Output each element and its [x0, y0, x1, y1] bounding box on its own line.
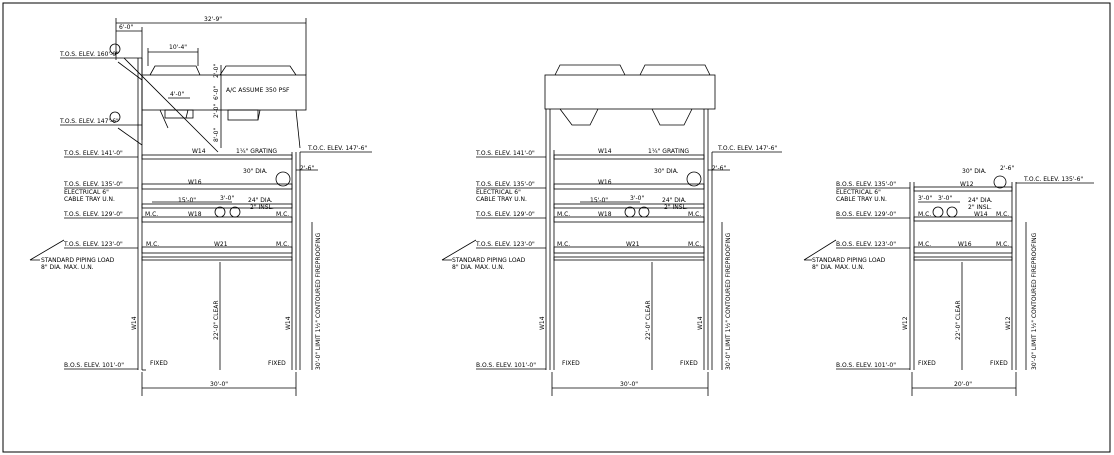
fixed3-right: FIXED: [990, 360, 1008, 367]
pipeload2-1: STANDARD PIPING LOAD: [452, 257, 526, 264]
frame-1: [30, 16, 372, 396]
fireproofing-note: 30'-0" LIMIT 1½" CONTOURED FIREPROOFING: [315, 232, 322, 370]
col-right: W14: [285, 316, 292, 330]
clear-dim: 22'-0" CLEAR: [213, 300, 220, 340]
pipe-dia-note-2: 24" DIA.: [662, 197, 687, 204]
clear-dim-3: 22'-0" CLEAR: [955, 300, 962, 340]
col-left: W14: [131, 316, 138, 330]
ac-note: A/C ASSUME 350 PSF: [226, 87, 290, 94]
elev-tos135: T.O.S. ELEV. 135'-0": [64, 181, 123, 188]
cable-note-2: CABLE TRAY U.N.: [64, 196, 115, 203]
elev-tos147: T.O.S. ELEV. 147'-6": [60, 118, 119, 125]
insl-note: 2" INSL.: [250, 204, 274, 211]
elev-tos160: T.O.S. ELEV. 160'-0": [60, 51, 119, 58]
dim-pipe-gap-2: 3'-0": [630, 195, 645, 202]
dim-pipe-spacing: 15'-0": [178, 197, 197, 204]
dim-left-bay: 6'-0": [119, 24, 134, 31]
cable2-note-2: CABLE TRAY U.N.: [476, 196, 527, 203]
v-dim-c: 2'-0": [213, 103, 220, 118]
cable3-note-2: CABLE TRAY U.N.: [836, 196, 887, 203]
beam-w14: W14: [192, 148, 206, 155]
fireproofing-note-3: 30'-0" LIMIT 1½" CONTOURED FIREPROOFING: [1031, 232, 1038, 370]
dim-pipe-spacing-2: 15'-0": [590, 197, 609, 204]
dim-pipe-gap-b: 3'-0": [938, 195, 953, 202]
elev3-bos129: B.O.S. ELEV. 129'-0": [836, 211, 896, 218]
fixed3-left: FIXED: [918, 360, 936, 367]
elev3-toc135: T.O.C. ELEV. 135'-6": [1024, 176, 1084, 183]
mc-right: M.C.: [276, 211, 290, 218]
dia30-note-2: 30" DIA.: [654, 168, 679, 175]
dim-base-2: 30'-0": [620, 381, 639, 388]
pipeload-2: 8" DIA. MAX. U.N.: [41, 264, 94, 271]
elev2-tos123: T.O.S. ELEV. 123'-0": [476, 241, 535, 248]
mc-left-6: M.C.: [918, 241, 932, 248]
cable2-note-1: ELECTRICAL 6": [476, 189, 521, 196]
pipeload-1: STANDARD PIPING LOAD: [41, 257, 115, 264]
elev2-tos135: T.O.S. ELEV. 135'-0": [476, 181, 535, 188]
frame-2: [442, 65, 782, 396]
elev2-toc147: T.O.C. ELEV. 147'-6": [718, 145, 778, 152]
mc-left-5: M.C.: [918, 211, 932, 218]
beam-w21-2: W21: [626, 241, 640, 248]
elev-toc147: T.O.C. ELEV. 147'-6": [308, 145, 368, 152]
elev3-bos135: B.O.S. ELEV. 135'-0": [836, 181, 896, 188]
col2-left: W14: [539, 316, 546, 330]
mc-left: M.C.: [145, 211, 159, 218]
v-dim-d: 8'-0": [213, 127, 220, 142]
mc-right-3: M.C.: [688, 211, 702, 218]
col3-left: W12: [902, 316, 909, 330]
beam-w16-3: W16: [958, 241, 972, 248]
mc-right-4: M.C.: [688, 241, 702, 248]
pipeload3-2: 8" DIA. MAX. U.N.: [812, 264, 865, 271]
elev2-bos101: B.O.S. ELEV. 101'-0": [476, 362, 536, 369]
grating-note: 1¼" GRATING: [236, 148, 278, 155]
toc-offset-2: 2'-6": [712, 165, 727, 172]
elev2-tos141: T.O.S. ELEV. 141'-0": [476, 150, 535, 157]
dim-ac-width: 10'-4": [169, 44, 188, 51]
mc-right-6: M.C.: [996, 241, 1010, 248]
col3-right: W12: [1005, 316, 1012, 330]
insl-note-3: 2" INSL.: [968, 204, 992, 211]
dim-tos-ac: 4'-0": [170, 91, 185, 98]
dim-pipe-gap-a: 3'-0": [918, 195, 933, 202]
toc-offset: 2'-6": [300, 165, 315, 172]
fireproofing-note-2: 30'-0" LIMIT 1½" CONTOURED FIREPROOFING: [725, 232, 732, 370]
toc-offset-3: 2'-6": [1000, 165, 1015, 172]
dia30-note-3: 30" DIA.: [962, 168, 987, 175]
elev-tos141: T.O.S. ELEV. 141'-0": [64, 150, 123, 157]
beam-w18-2: W18: [598, 211, 612, 218]
beam-w14-2: W14: [598, 148, 612, 155]
beam-w16-2: W16: [598, 179, 612, 186]
elev-tos123: T.O.S. ELEV. 123'-0": [64, 241, 123, 248]
fixed2-right: FIXED: [680, 360, 698, 367]
fixed-right: FIXED: [268, 360, 286, 367]
pipe-dia-note-3: 24" DIA.: [968, 197, 993, 204]
sheet-border: [3, 3, 1110, 452]
mc-left-3: M.C.: [557, 211, 571, 218]
fixed2-left: FIXED: [562, 360, 580, 367]
insl-note-2: 2" INSL.: [664, 204, 688, 211]
v-dim-a: 2'-0": [213, 63, 220, 78]
mc-left-4: M.C.: [557, 241, 571, 248]
elev2-tos129: T.O.S. ELEV. 129'-0": [476, 211, 535, 218]
beam-w12-3: W12: [960, 181, 974, 188]
mc-left-2: M.C.: [146, 241, 160, 248]
pipeload2-2: 8" DIA. MAX. U.N.: [452, 264, 505, 271]
pipeload3-1: STANDARD PIPING LOAD: [812, 257, 886, 264]
col2-right: W14: [697, 316, 704, 330]
elev3-bos101: B.O.S. ELEV. 101'-0": [836, 362, 896, 369]
elev-bos101: B.O.S. ELEV. 101'-0": [64, 362, 124, 369]
dim-overall: 32'-9": [204, 16, 223, 23]
elev-tos129: T.O.S. ELEV. 129'-0": [64, 211, 123, 218]
mc-right-5: M.C.: [996, 211, 1010, 218]
beam-w18: W18: [188, 211, 202, 218]
dim-base: 30'-0": [210, 381, 229, 388]
grating-note-2: 1¼" GRATING: [648, 148, 690, 155]
dim-base-3: 20'-0": [954, 381, 973, 388]
cable-note-1: ELECTRICAL 6": [64, 189, 109, 196]
ac-unit-2: [545, 75, 715, 109]
mc-right-2: M.C.: [276, 241, 290, 248]
dim-pipe-gap: 3'-0": [220, 195, 235, 202]
cable3-note-1: ELECTRICAL 6": [836, 189, 881, 196]
dia30-note: 30" DIA.: [243, 168, 268, 175]
clear-dim-2: 22'-0" CLEAR: [645, 300, 652, 340]
beam-w21: W21: [214, 241, 228, 248]
beam-w16: W16: [188, 179, 202, 186]
fixed-left: FIXED: [150, 360, 168, 367]
frame-3: [804, 165, 1094, 396]
elev3-bos123: B.O.S. ELEV. 123'-0": [836, 241, 896, 248]
pipe-dia-note: 24" DIA.: [248, 197, 273, 204]
beam-w14-3: W14: [974, 211, 988, 218]
v-dim-b: 6'-0": [213, 85, 220, 100]
